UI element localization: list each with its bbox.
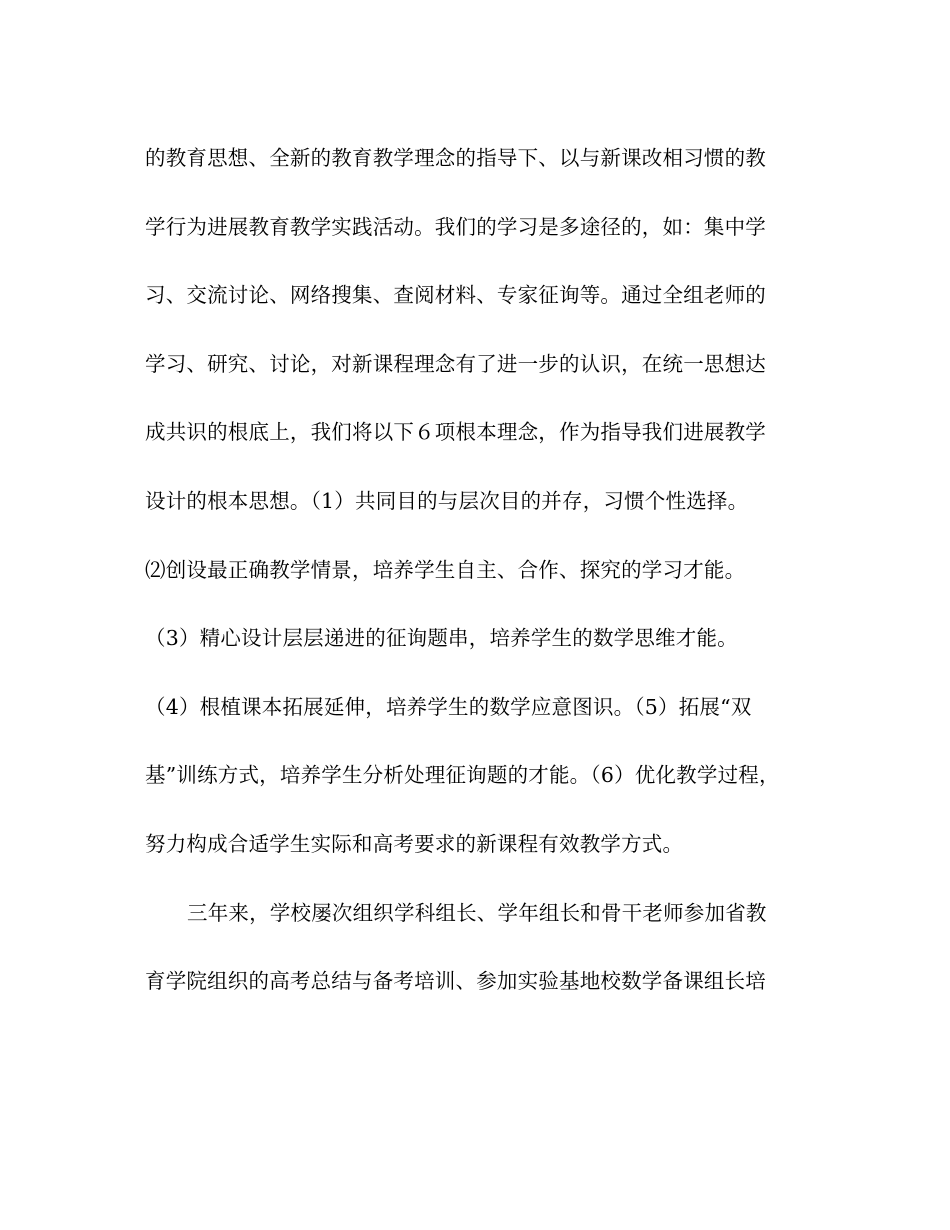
text-line: 基”训练方式，培养学生分析处理征询题的才能。（6）优化教学过程， xyxy=(145,763,780,788)
text-line: 努力构成合适学生实际和高考要求的新课程有效教学方式。 xyxy=(145,831,684,856)
text-line: 习、交流讨论、网络搜集、查阅材料、专家征询等。通过全组老师的 xyxy=(145,283,766,308)
text-line: 设计的根本思想。（1）共同目的与层次目的并存，习惯个性选择。 xyxy=(145,488,749,513)
text-line: ⑵创设最正确教学情景，培养学生自主、合作、探究的学习才能。 xyxy=(145,557,746,582)
text-line: （3）精心设计层层递进的征询题串，培养学生的数学思维才能。 xyxy=(145,626,738,651)
text-line: 育学院组织的高考总结与备考培训、参加实验基地校数学备课组长培 xyxy=(145,969,766,994)
text-line: 成共识的根底上，我们将以下６项根本理念，作为指导我们进展教学 xyxy=(145,420,766,445)
text-line: 的教育思想、全新的教育教学理念的指导下、以与新课改相习惯的教 xyxy=(145,146,766,170)
paragraph-first-line: 三年来，学校屡次组织学科组长、学年组长和骨干老师参加省教 xyxy=(187,900,767,925)
text-line: （4）根植课本拓展延伸，培养学生的数学应意图识。（5）拓展“双 xyxy=(145,694,752,719)
text-line: 学习、研究、讨论，对新课程理念有了进一步的认识，在统一思想达 xyxy=(145,351,766,376)
text-line: 学行为进展教育教学实践活动。我们的学习是多途径的，如：集中学 xyxy=(145,214,766,239)
body-text xyxy=(145,140,835,1032)
